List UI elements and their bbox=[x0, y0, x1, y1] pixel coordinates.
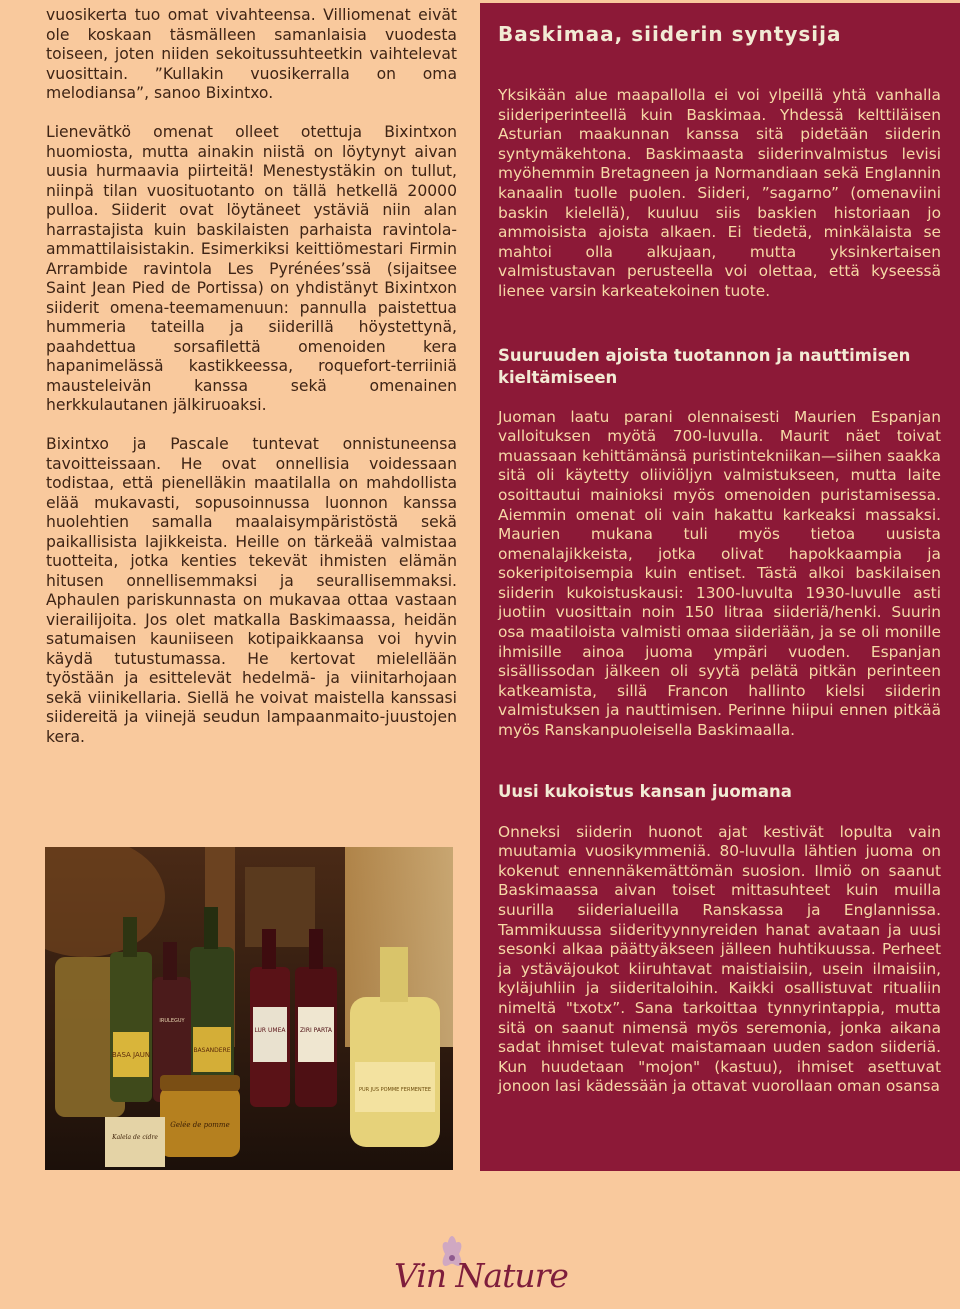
panel-title: Baskimaa, siiderin syntysija bbox=[498, 22, 842, 46]
left-paragraph-3: Bixintxo ja Pascale tuntevat onnistuneensa tavoitteissaan. He ovat onnellisia voidessaan todistaa, että pienelläkin maatilalla on mahdollista elää mukavasti, sopusoinnussa luonnon kanssa huolehtien samalla maalaisympäristöstä sekä paikallisista lajikkeista. Heille on tärkeää valmistaa tuotteita, jotka kenties tekevät ihmisten elämän hitusen onnellisemmaksi ja seurallisemmaksi. Aphaulen pariskunnasta on mukavaa ottaa vastaan vierailijoita. Jos olet matkalla Baskimaassa, heidän satumaisen kauniiseen kotipaikkaansa voi hyvin käydä tutustumassa. He kertovat mielellään työstään ja esittelevät hedelmä- ja viinitarhojaan sekä viinikellaria. Siellä he voivat maistella kanssasi siidereitä ja viinejä seudun lampaanmaito-juustojen kera. bbox=[46, 435, 457, 746]
panel-heading-2: Uusi kukoistus kansan juomana bbox=[498, 781, 792, 801]
logo-text: Vin Nature bbox=[394, 1256, 568, 1295]
label-kalela: Kalela de cidre bbox=[112, 1134, 158, 1141]
vin-nature-logo bbox=[394, 1232, 568, 1300]
panel-paragraph-2: Onneksi siiderin huonot ajat kestivät lopulta vain muutamia vuosikymmeniä. 80-luvulla lähtien juoma on kokenut ennennäkemättömän suosion. Ilmiö on saanut Baskimaassa aivan toiset mittasuhteet kuin muilla suurilla siiderialueilla Ranskassa ja Englannissa. Tammikuussa siiderityynnyreiden hanat avataan ja uusi sesonki alkaa päättyäkseen jälleen huhtikuussa. Perheet ja ystäväjoukot kiiruhtavat maistiaisiin, usein ilmaisiin, kyläjuhliin ja siideritaloihin. Kaikki osallistuvat ritualiin nimeltä "txotx”. Sana tarkoittaa tynnyrintappia, mutta sitä on saanut nimensä myös seremonia, jonka aikana sadat ihmiset tulevat maistamaan uuden sadon siideriä. Kun huudetaan "mojon" (kastuu), ihmiset asettuvat jonoon lasi kädessään ja ottavat vuorollaan oman osansa bbox=[498, 822, 941, 1096]
label-gelee: Gelée de pomme bbox=[170, 1121, 230, 1129]
left-paragraph-2: Lienevätkö omenat olleet otettuja Bixintxon huomiosta, mutta ainakin niistä on löytynyt aivan uusia hurmaavia piirteitä! Menestystäkin on tullut, niinpä tilan vuosituotanto on tällä hetkellä 20000 pulloa. Siiderit ovat löytäneet ystäviä niin alan harrastajista kuin baskilaisten parhaista ravintola-ammattilaisistakin. Esimerkiksi keittiömestari Firmin Arrambide ravintola Les Pyrénées’ssä (sijaitsee Saint Jean Pied de Portissa) on yhdistänyt Bixintxon siiderit omena-teemamenuun: pannulla paistettua hummeria tateilla ja siiderillä höystettynä, paahdettua sorsafilettä omenoiden kera hapanimelässä kastikkeessa, roquefort-terriiniä mausteleivän kanssa sekä omenainen herkkulautanen jälkiruoaksi. bbox=[46, 123, 457, 414]
panel-intro: Yksikään alue maapallolla ei voi ylpeillä yhtä vanhalla siideriperinteellä kuin Baskimaa. Yhdessä kelttiläisen Asturian maakunnan kanssa sitä pidetään siiderin syntymäkehtona. Baskimaasta siiderinvalmistus levisi myöhemmin Bretagneen ja Normandiaan sekä Englannin kanaalin tuolle puolen. Siideri, ”sagarno” (omenaviini baskin kielellä), kuuluu siis baskien historiaan jo ammoisista ajoista alkaen. Ei tiedetä, minkälaista se mahtoi olla alkujaan, mutta yksinkertaisen valmistustavan perusteella voi olettaa, että kyseessä lienee varsin karkeatekoinen tuote. bbox=[498, 86, 941, 300]
cider-bottles-photo bbox=[45, 847, 453, 1170]
label-lur-umea: LUR UMEA bbox=[254, 1027, 286, 1034]
panel-paragraph-1: Juoman laatu parani olennaisesti Maurien Espanjan valloituksen myötä 700-luvulla. Maurit näet toivat muassaan kehittämänsä puristintekniikan—siihen saakka sitä oli käytetty oliiviöljyn valmistukseen, mutta laite osoittautui mainioksi myös omenoiden puristamisessa. Aiemmin omenat oli vain hakattu karkeaksi massaksi. Maurien mukana tuli myös tietoa uusista omenalajikkeista, jotka olivat hapokkaampia ja sokeripitoisempia kuin entiset. Tästä alkoi baskilaisen siiderin kukoistuskausi: 1300-luvulta 1930-luvulle asti juotiin vuosittain noin 150 litraa siideriä/henki. Suurin osa maatiloista valmisti omaa siideriään, ja se oli monille ihmisille ainoa juoma ympäri vuoden. Espanjan sisällissodan jälkeen oli syytä pelätä pitkän perinteen katkeamista, sillä Francon hallinto kielsi siiderin valmistuksen ja nauttimisen. Perinne hiipui ennen pitkää myös Ranskanpuoleisella Baskimaalla. bbox=[498, 407, 941, 740]
panel-heading-1: Suuruuden ajoista tuotannon ja nauttimisen kieltämiseen bbox=[498, 345, 911, 387]
label-iruleguy: IRULEGUY bbox=[159, 1018, 185, 1024]
label-pur-jus: PUR JUS POMME FERMENTEE bbox=[358, 1087, 432, 1093]
left-column bbox=[46, 6, 457, 767]
label-basandere: BASANDERE bbox=[193, 1047, 231, 1054]
label-basa-jaun: BASA JAUN bbox=[111, 1051, 151, 1059]
sidebar-panel bbox=[480, 3, 960, 1171]
left-paragraph-1: vuosikerta tuo omat vivahteensa. Villiomenat eivät ole koskaan täsmälleen samanlaisia vuodesta toiseen, joten niiden sekoitussuhteetkin vaihtelevat vuosittain. ”Kullakin vuosikerralla on oma melodiansa”, sanoo Bixintxo. bbox=[46, 6, 457, 102]
label-ziri-parta: ZIRI PARTA bbox=[299, 1027, 333, 1034]
